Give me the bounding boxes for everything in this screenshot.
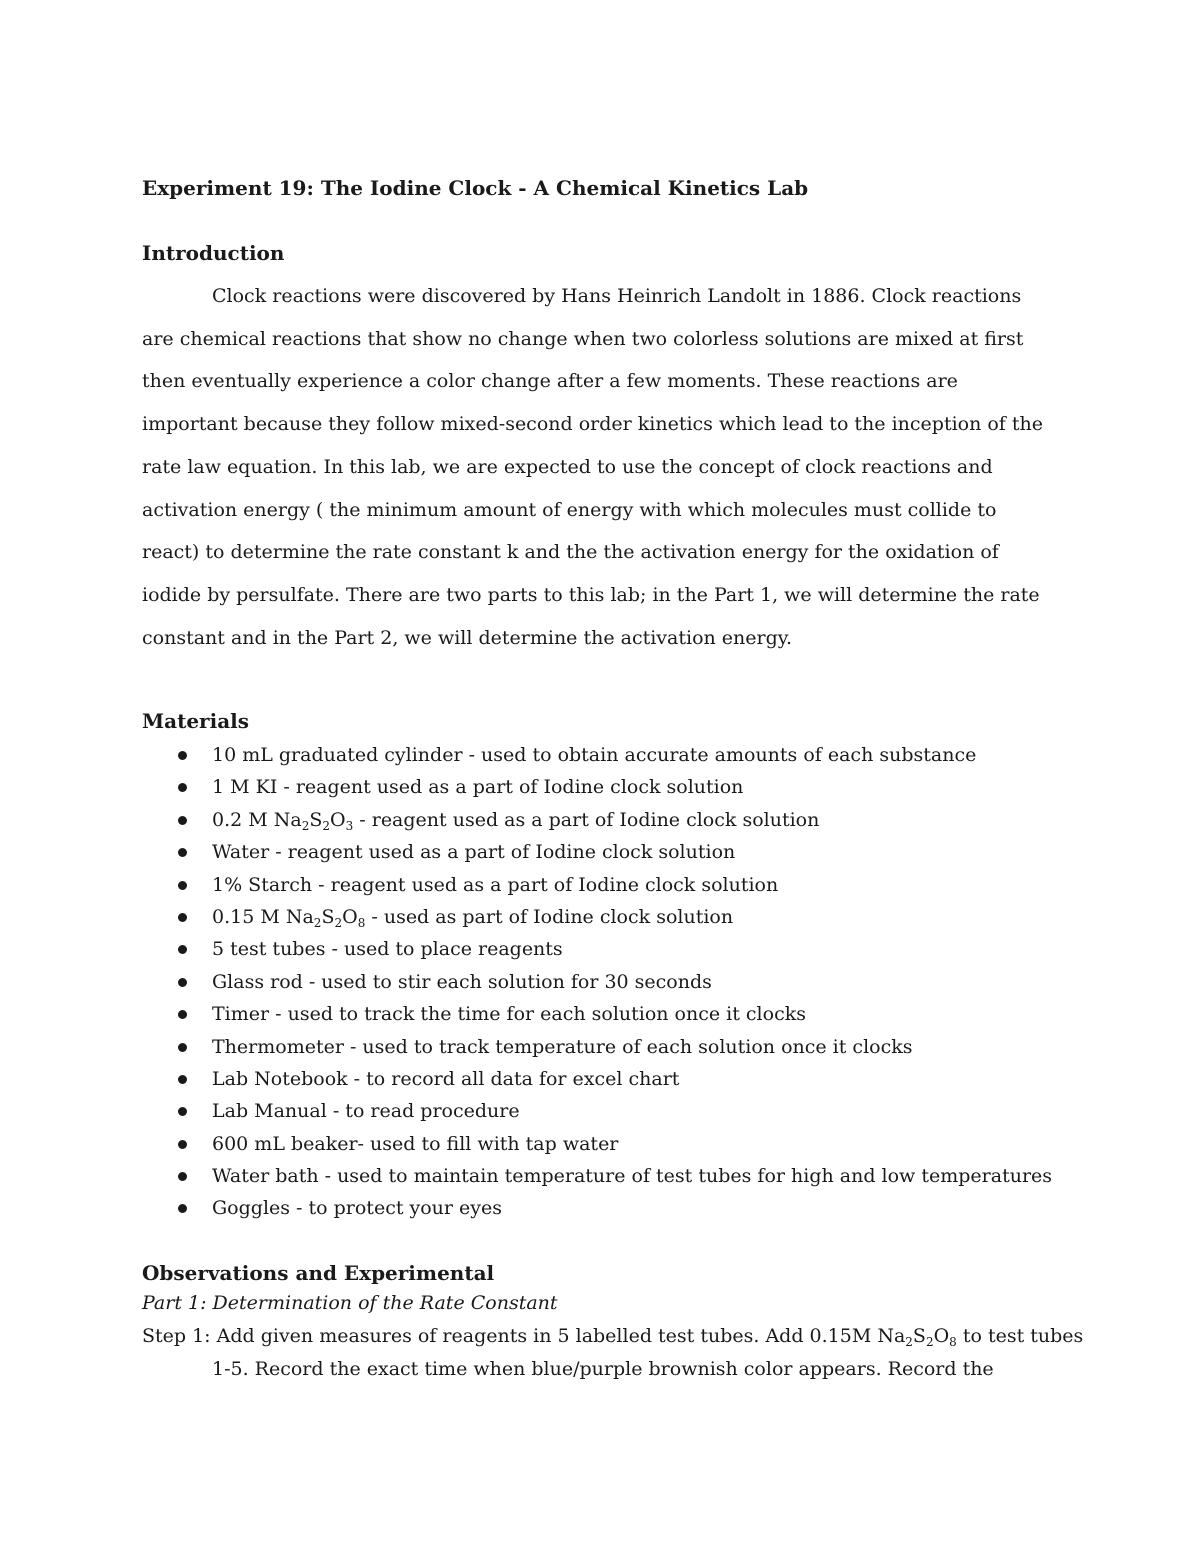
bullet-icon — [178, 978, 187, 987]
document-title: Experiment 19: The Iodine Clock - A Chemical Kinetics Lab — [142, 176, 809, 200]
list-item: 1 M KI - reagent used as a part of Iodine clock solution — [142, 771, 1052, 803]
list-item: Water - reagent used as a part of Iodine clock solution — [142, 836, 1052, 868]
list-item: Glass rod - used to stir each solution for 30 seconds — [142, 966, 1052, 998]
list-item: Water bath - used to maintain temperature of test tubes for high and low temperatures — [142, 1160, 1052, 1192]
list-item: 10 mL graduated cylinder - used to obtain accurate amounts of each substance — [142, 739, 1052, 771]
bullet-icon — [178, 751, 187, 760]
bullet-icon — [178, 913, 187, 922]
bullet-icon — [178, 1107, 187, 1116]
list-item: 600 mL beaker- used to fill with tap water — [142, 1128, 1052, 1160]
introduction-heading: Introduction — [142, 241, 285, 265]
bullet-icon — [178, 1043, 187, 1052]
step1-continuation: 1-5. Record the exact time when blue/purple brownish color appears. Record the — [212, 1358, 994, 1380]
list-item: Thermometer - used to track temperature of each solution once it clocks — [142, 1031, 1052, 1063]
bullet-icon — [178, 1140, 187, 1149]
list-item: Lab Notebook - to record all data for excel chart — [142, 1063, 1052, 1095]
bullet-icon — [178, 848, 187, 857]
list-item: 0.15 M $Na_2S_2O_8$ - used as part of Iodine clock solution — [142, 901, 1052, 933]
step1-text: Step 1: Add given measures of reagents in 5 labelled test tubes. Add 0.15M $Na_2S_2O_8$ to test tubes — [142, 1325, 1084, 1349]
bullet-icon — [178, 881, 187, 890]
bullet-icon — [178, 1075, 187, 1084]
introduction-paragraph: Clock reactions were discovered by Hans Heinrich Landolt in 1886. Clock reactions are chemical reactions that show no change when two colorless solutions are mixed at first then eventually experience a color change after a few moments. These reactions are important because they follow mixed-second order kinetics which lead to the inception of the rate law equation. In this lab, we are expected to use the concept of clock reactions and activation energy ( the minimum amount of energy with which molecules must collide to react) to determine the rate constant k and the the activation energy for the oxidation of iodide by persulfate. There are two parts to this lab; in the Part 1, we will determine the rate constant and in the Part 2, we will determine the activation energy. — [142, 285, 1043, 649]
part1-title: Part 1: Determination of the Rate Constant — [142, 1292, 558, 1314]
list-item: Timer - used to track the time for each solution once it clocks — [142, 998, 1052, 1030]
list-item: Goggles - to protect your eyes — [142, 1192, 1052, 1224]
materials-heading: Materials — [142, 709, 250, 733]
bullet-icon — [178, 945, 187, 954]
list-item: Lab Manual - to read procedure — [142, 1095, 1052, 1127]
bullet-icon — [178, 783, 187, 792]
bullet-icon — [178, 1204, 187, 1213]
list-item: 1% Starch - reagent used as a part of Iodine clock solution — [142, 869, 1052, 901]
bullet-icon — [178, 1172, 187, 1181]
observations-heading: Observations and Experimental — [142, 1261, 495, 1285]
materials-list — [142, 739, 1052, 1225]
bullet-icon — [178, 1010, 187, 1019]
bullet-icon — [178, 816, 187, 825]
list-item: 0.2 M $Na_2S_2O_3$ - reagent used as a part of Iodine clock solution — [142, 804, 1052, 836]
list-item: 5 test tubes - used to place reagents — [142, 933, 1052, 965]
